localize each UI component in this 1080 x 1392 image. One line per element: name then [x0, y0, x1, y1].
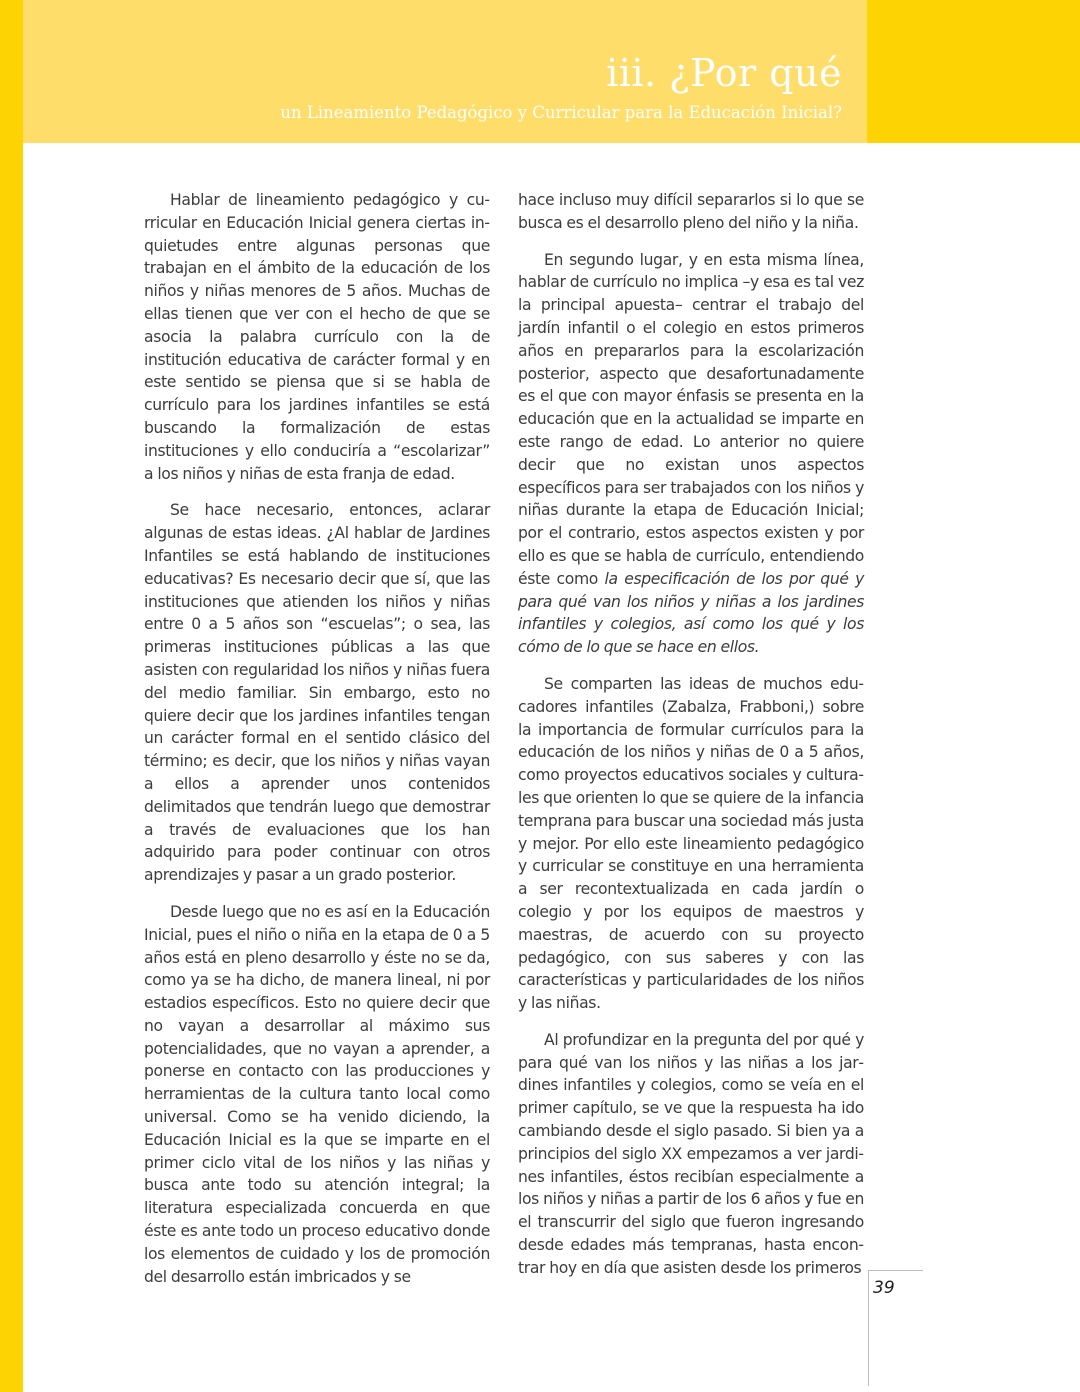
chapter-title: iii. ¿Por qué — [606, 51, 842, 95]
right-text-column — [518, 189, 864, 1294]
paragraph-continuation: hace incluso muy difícil separarlos si lo que se busca es el desarrollo pleno del niño y la niña. — [518, 191, 864, 232]
paragraph: Se hace necesario, entonces, aclarar algunas de estas ideas. ¿Al hablar de Jardines Infantiles se está hablando de instituciones educativas? Es necesario decir que sí, que las instituciones que atienden los niños y niñas entre 0 a 5 años son “escuelas”; o sea, las primeras instituciones públicas a las que asisten con regularidad los niños y niñas fuera del medio familiar. Sin embargo, esto no quiere decir que los jardines infantiles tengan un carácter formal en el sentido clásico del término; es decir, que los niños y niñas vayan a ellos a aprender unos contenidos delimitados que tendrán luego que demostrar a través de evaluaciones que los han adquirido para poder continuar con otros aprendizajes y pasar a un grado posterior. — [144, 501, 490, 885]
page-number-rule-horizontal — [868, 1270, 923, 1271]
paragraph: Hablar de lineamiento pedagógico y curricular en Educación Inicial genera ciertas inquietudes entre algunas personas que trabajan en el ámbito de la educación de los niños y niñas menores de 5 años. Muchas de ellas tienen que ver con el hecho de que se asocia la palabra currículo con la de institución educativa de carácter formal y en este sentido se piensa que si se habla de currículo para los jardines infantiles se está buscando la formalización de estas instituciones y ello conduciría a “escolarizar” a los niños y niñas de esta franja de edad. — [144, 191, 490, 483]
left-yellow-strip — [0, 0, 23, 1392]
page-number-rule-vertical — [868, 1270, 869, 1386]
chapter-subtitle: un Lineamiento Pedagógico y Curricular para la Educación Inicial? — [280, 103, 842, 122]
paragraph: Al profundizar en la pregunta del por qué y para qué van los niños y las niñas a los jardines infantiles y colegios, como se veía en el primer capítulo, se ve que la respuesta ha ido cambiando desde el siglo pasado. Si bien ya a principios del siglo XX empezamos a ver jardines infantiles, éstos recibían especialmente a los niños y niñas a partir de los 6 años y fue en el transcurrir del siglo que fueron ingresando desde edades más tempranas, hasta encontrar hoy en día que asisten desde los primeros — [518, 1030, 864, 1277]
paragraph: Se comparten las ideas de muchos educadores infantiles (Zabalza, Frabboni,) sobre la importancia de formular currículos para la educación de los niños y niñas de 0 a 5 años, como proyectos educativos sociales y culturales que orienten lo que se quiere de la infancia temprana para buscar una sociedad más justa y mejor. Por ello este lineamiento pedagógico y curricular se constituye en una herramienta a ser recontextualizada en cada jardín o colegio y por los equipos de maestros y maestras, de acuerdo con su proyecto pedagógico, con sus saberes y con las características y particularidades de los niños y las niñas. — [518, 674, 864, 1013]
left-text-column — [144, 189, 490, 1302]
page-number: 39 — [873, 1278, 895, 1298]
paragraph-text: En segundo lugar, y en esta misma línea, hablar de currículo no implica –y esa es tal vez la principal apuesta– centrar el trabajo del jardín infantil o el colegio en estos primeros años en prepararlos para la escolarización posterior, aspecto que desafortunadamente es el que con mayor énfasis se presenta en la educación que en la actualidad se imparte en este rango de edad. Lo anterior no quiere decir que no existan unos aspectos específicos para ser trabajados con los niños y niñas durante la etapa de Educación Inicial; por el contrario, estos aspectos existen y por ello es que se habla de currículo, entendiendo éste como — [518, 250, 864, 588]
curriculum-definition-italic: la especificación de los por qué y para qué van los niños y niñas a los jardines infantiles y colegios, así como los qué y los cómo de lo que se hace en ellos. — [518, 569, 864, 657]
header-accent-block — [867, 0, 1080, 143]
paragraph: Desde luego que no es así en la Educación Inicial, pues el niño o niña en la etapa de 0 a 5 años está en pleno desarrollo y éste no se da, como ya se ha dicho, de manera lineal, ni por estadios específicos. Esto no quiere decir que no vayan a desarrollar al máximo sus potencialidades, que no vayan a aprender, a ponerse en contacto con las producciones y herramientas de la cultura tanto local como universal. Como se ha venido diciendo, la Educación Inicial es la que se imparte en el primer ciclo vital de los niños y las niñas y busca ante todo su atención integral; la literatura especializada concuerda en que éste es ante todo un proceso educativo donde los elementos de cuidado y los de promoción del desarrollo están imbricados y se — [144, 902, 490, 1286]
paragraph — [518, 249, 864, 659]
